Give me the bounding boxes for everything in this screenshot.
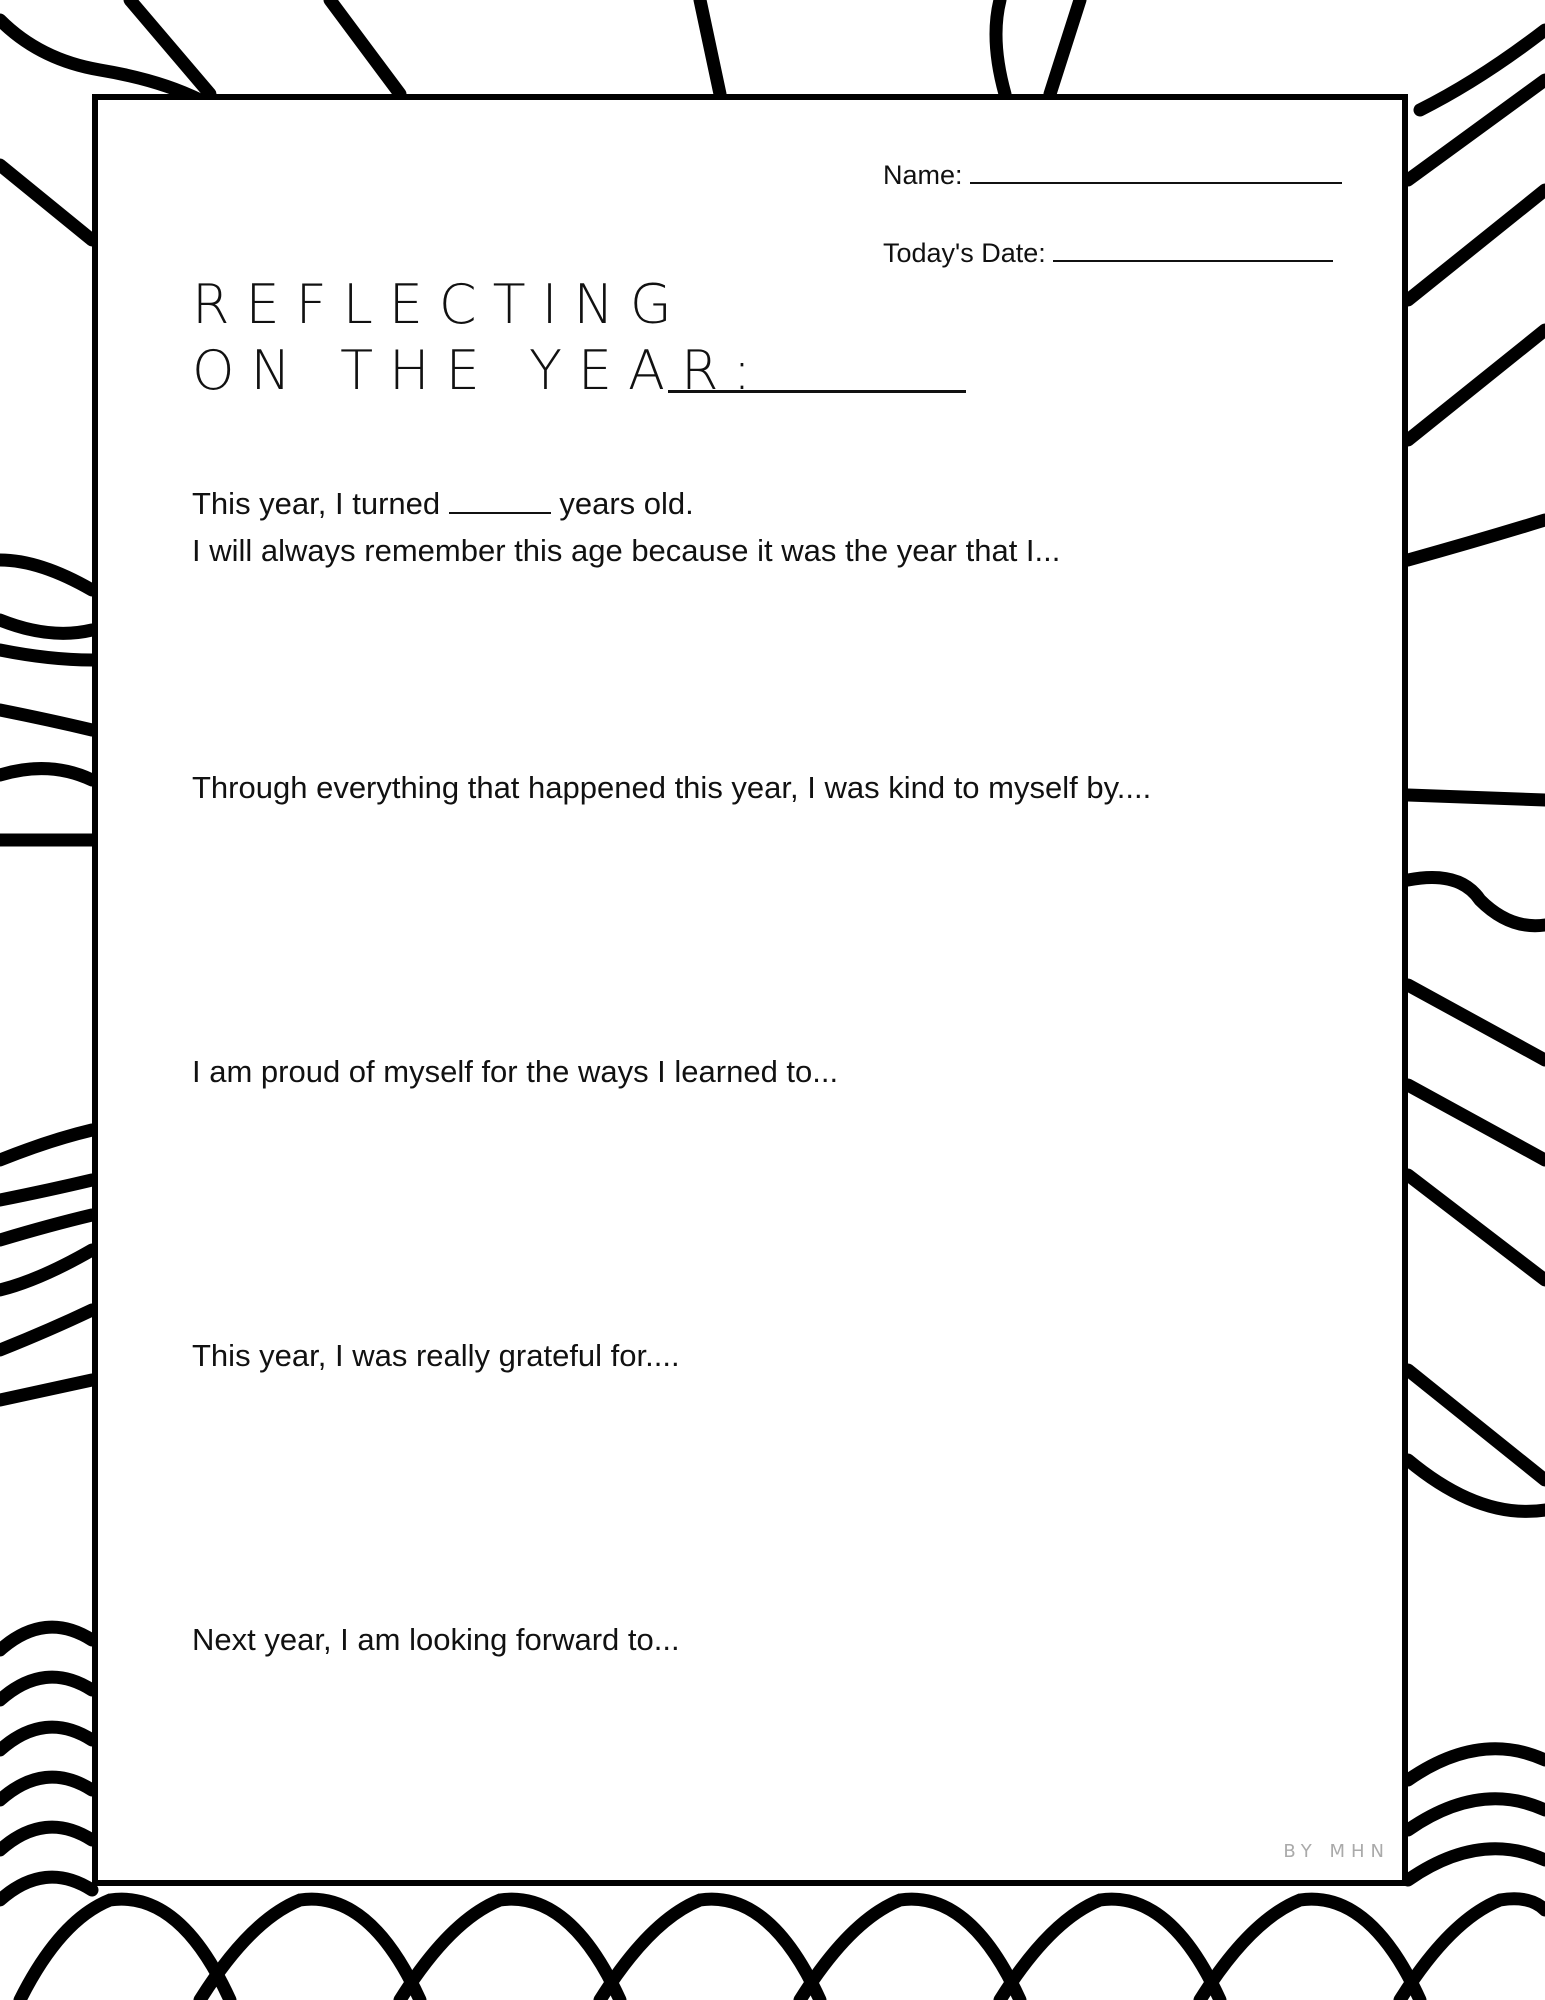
- name-label: Name:: [883, 160, 963, 190]
- forward-prompt: Next year, I am looking forward to...: [192, 1622, 680, 1657]
- name-field[interactable]: [883, 160, 1342, 191]
- age-blank[interactable]: [449, 512, 551, 514]
- name-blank[interactable]: [970, 182, 1342, 184]
- worksheet-page: [92, 94, 1408, 1886]
- date-label: Today's Date:: [883, 238, 1046, 268]
- worksheet-title: [192, 272, 767, 404]
- kind-prompt: Through everything that happened this year, I was kind to myself by....: [192, 770, 1152, 805]
- age-prompt: [192, 480, 694, 527]
- grateful-prompt: This year, I was really grateful for....: [192, 1338, 680, 1373]
- title-line-2: ON THE YEAR:: [192, 339, 768, 402]
- proud-prompt: I am proud of myself for the ways I learned to...: [192, 1054, 839, 1089]
- date-blank[interactable]: [1053, 260, 1333, 262]
- year-blank[interactable]: [668, 390, 966, 393]
- remember-prompt: I will always remember this age because it was the year that I...: [192, 533, 1061, 568]
- age-prompt-end: years old.: [559, 486, 694, 521]
- date-field[interactable]: [883, 238, 1333, 269]
- age-prompt-start: This year, I turned: [192, 486, 441, 521]
- credit-text: BY MHN: [1283, 1841, 1390, 1862]
- title-line-1: REFLECTING: [192, 273, 688, 336]
